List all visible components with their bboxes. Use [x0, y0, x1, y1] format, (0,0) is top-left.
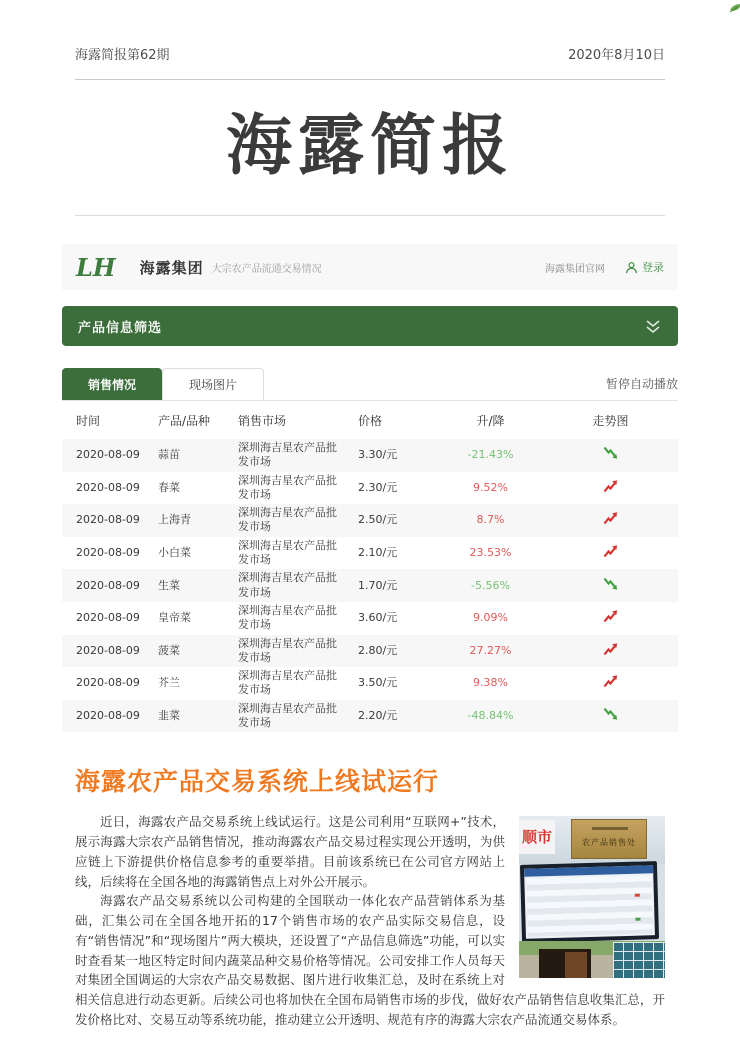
cell-product: 春菜 [158, 480, 180, 494]
cell-product: 小白菜 [158, 545, 191, 559]
col-header-time: 时间 [76, 413, 101, 428]
page-title: 海露简报 [226, 107, 514, 184]
cell-date: 2020-08-09 [76, 578, 140, 592]
cell-change: 9.09% [473, 611, 508, 625]
date-label: 2020年8月10日 [568, 48, 665, 63]
leaf-icon [729, 0, 740, 17]
official-site-link[interactable]: 海露集团官网 [545, 263, 605, 275]
cell-change: -5.56% [471, 578, 510, 592]
site-embed [62, 244, 678, 732]
cell-product: 芥兰 [158, 676, 180, 690]
cell-market: 深圳海吉星农产品批发市场 [238, 571, 337, 599]
site-header-right [545, 259, 664, 275]
cell-change: -48.84% [467, 708, 514, 722]
table-row [62, 537, 678, 570]
cell-market: 深圳海吉星农产品批发市场 [238, 538, 337, 567]
login-link[interactable] [625, 259, 664, 275]
article-body [75, 812, 665, 1029]
cell-date: 2020-08-09 [76, 545, 140, 559]
cell-product: 皇帝菜 [158, 611, 191, 625]
cell-product: 生菜 [158, 578, 180, 592]
table-row [62, 635, 678, 668]
table-row [62, 439, 678, 472]
cell-price: 2.20/元 [358, 708, 398, 722]
cell-market: 深圳海吉星农产品批发市场 [238, 506, 337, 534]
cell-price: 3.30/元 [358, 448, 398, 462]
photo-plaque: 农产品销售处 [571, 819, 647, 859]
cell-date: 2020-08-09 [76, 708, 140, 722]
article [75, 762, 665, 1029]
photo-doorway [539, 949, 591, 978]
cell-market: 深圳海吉星农产品批发市场 [238, 701, 337, 730]
tab-sales-status[interactable]: 销售情况 [62, 368, 162, 400]
cell-price: 1.70/元 [358, 578, 398, 592]
cell-date: 2020-08-09 [76, 643, 140, 657]
col-header-market: 销售市场 [238, 413, 287, 428]
trend-arrow-icon [543, 544, 678, 562]
filter-bar-label: 产品信息筛选 [78, 320, 163, 336]
trend-arrow-icon [543, 609, 678, 627]
table-body [62, 439, 678, 732]
cell-price: 2.80/元 [358, 643, 398, 657]
article-paragraph-1: 近日，海露农产品交易系统上线试运行。这是公司利用“互联网+”技术，展示海露大宗农产品销售情况，推动海露农产品交易过程实现公开透明，为供应链上下游提供价格信息参考的重要举措。目前该系统已在公司官方网站上线，后续将在全国各地的海露销售点上对外公开展示。 [75, 814, 505, 889]
photo-window-grid [613, 942, 665, 978]
cell-market: 深圳海吉星农产品批发市场 [238, 441, 337, 469]
company-name: 海露集团 [139, 258, 204, 277]
cell-price: 3.50/元 [358, 676, 398, 690]
cell-date: 2020-08-09 [76, 513, 140, 527]
table-row [62, 472, 678, 505]
cell-product: 韭菜 [158, 708, 180, 722]
table-row [62, 667, 678, 700]
storefront-photo [519, 816, 665, 978]
cell-market: 深圳海吉星农产品批发市场 [238, 669, 337, 697]
photo-tv-screen [520, 861, 659, 943]
article-paragraph-2: 海露农产品交易系统以公司构建的全国联动一体化农产品营销体系为基础，汇集公司在全国各地开拓的17个销售市场的农产品实际交易信息，设有“销售情况”和“现场图片”两大模块，还设置了“产品信息筛选”功能，可以实时查看某一地区特定时间内蔬菜品种交易价格等情况。公司安排工作人员每天对集团全国调运的大宗农产品交易数据、图片进行收集汇总，及时在系统上对相关信息进行动态更新。后续公司也将加快在全国布局销售市场的步伐，做好农产品销售信息收集汇总，开发价格比对、交易互动等系统功能，推动建立公开透明、规范有序的海露大宗农产品流通交易体系。 [75, 893, 665, 1027]
tabs-row [62, 368, 678, 401]
tab-site-photos[interactable]: 现场图片 [162, 368, 264, 400]
site-logo [76, 253, 322, 282]
cell-date: 2020-08-09 [76, 611, 140, 625]
table-row [62, 504, 678, 537]
title-block [75, 80, 665, 216]
article-heading: 海露农产品交易系统上线试运行 [75, 767, 440, 797]
trend-arrow-icon [543, 707, 678, 725]
cell-change: 9.38% [473, 676, 508, 690]
trend-arrow-icon [543, 446, 678, 464]
cell-price: 2.30/元 [358, 480, 398, 494]
chevron-double-down-icon[interactable] [644, 319, 662, 334]
cell-product: 菠菜 [158, 643, 180, 657]
table-row [62, 602, 678, 635]
trend-arrow-icon [543, 674, 678, 692]
masthead [75, 0, 665, 80]
cell-price: 3.60/元 [358, 611, 398, 625]
cell-change: 27.27% [469, 643, 512, 657]
autoplay-toggle[interactable]: 暂停自动播放 [605, 377, 678, 391]
cell-date: 2020-08-09 [76, 480, 140, 494]
cell-change: 8.7% [476, 513, 505, 527]
cell-date: 2020-08-09 [76, 448, 140, 462]
cell-product: 上海青 [158, 513, 191, 527]
photo-sign-text: 顺市 [519, 820, 555, 854]
col-header-price: 价格 [358, 413, 383, 428]
user-icon [625, 261, 638, 274]
table-row [62, 700, 678, 733]
site-tagline: 大宗农产品流通交易情况 [211, 263, 322, 275]
cell-product: 蒜苗 [158, 448, 180, 462]
table-row [62, 569, 678, 602]
issue-label: 海露简报第62期 [75, 48, 170, 63]
cell-market: 深圳海吉星农产品批发市场 [238, 636, 337, 664]
trend-arrow-icon [543, 642, 678, 660]
cell-change: -21.43% [467, 448, 514, 462]
cell-market: 深圳海吉星农产品批发市场 [238, 603, 337, 632]
trend-arrow-icon [543, 577, 678, 595]
login-label: 登录 [642, 261, 664, 274]
site-header [62, 244, 678, 290]
logo-monogram: LH [76, 252, 116, 282]
table-header [62, 401, 678, 439]
cell-price: 2.50/元 [358, 513, 398, 527]
cell-change: 9.52% [473, 480, 508, 494]
trend-arrow-icon [543, 511, 678, 529]
col-header-trend: 走势图 [592, 413, 629, 428]
col-header-product: 产品/品种 [158, 413, 211, 428]
col-header-change: 升/降 [476, 413, 505, 428]
cell-price: 2.10/元 [358, 545, 398, 559]
cell-market: 深圳海吉星农产品批发市场 [238, 473, 337, 501]
product-filter-bar[interactable] [62, 306, 678, 346]
trend-arrow-icon [543, 479, 678, 497]
cell-date: 2020-08-09 [76, 676, 140, 690]
cell-change: 23.53% [469, 545, 512, 559]
